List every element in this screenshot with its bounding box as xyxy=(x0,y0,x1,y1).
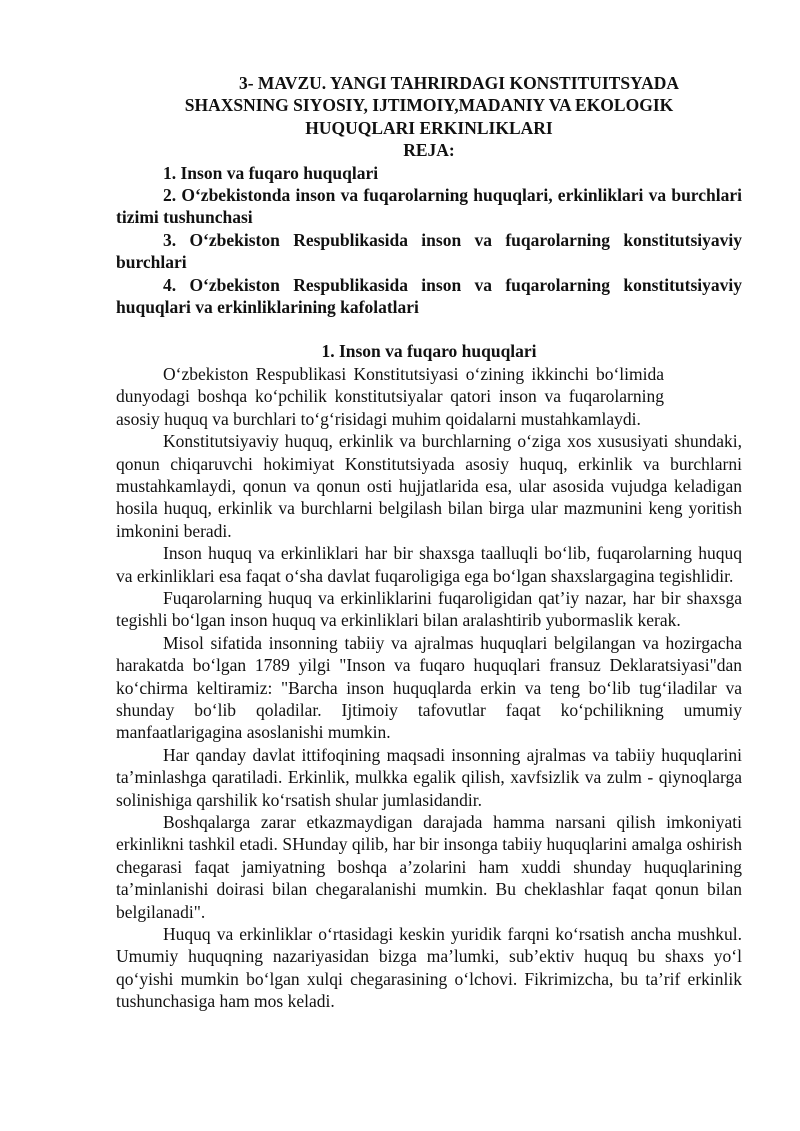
plan-item-3: 3. O‘zbekiston Respublikasida inson va fuqarolarning konstitutsiyaviy burchlari xyxy=(116,229,742,273)
plan-item-1: 1. Inson va fuqaro huquqlari xyxy=(163,162,379,183)
document-title xyxy=(116,72,742,139)
title-line-2: SHAXSNING SIYOSIY, IJTIMOIY,MADANIY VA EKOLOGIK xyxy=(184,95,674,116)
section-title: 1. Inson va fuqaro huquqlari xyxy=(321,341,537,362)
paragraph-2: Konstitutsiyaviy huquq, erkinlik va burchlarning o‘ziga xos xususiyati shundaki, qonun chiqaruvchi hokimiyat Konstitutsiyada asosiy huquq, erkinlik va burchlarni mustahkamlaydi, qonun va qonun osti hujjatlarida esa, ular asosida vujudga keladigan hosila huquq, erkinlik va burchlarni belgilash bilan birga ular mazmunini keng yoritish imkonini beradi. xyxy=(116,431,742,541)
paragraph-5: Misol sifatida insonning tabiiy va ajralmas huquqlari belgilangan va hozirgacha harakatda bo‘lgan 1789 yilgi "Inson va fuqaro huquqlari fransuz Deklaratsiyasi"dan ko‘chirma keltiramiz: "Barcha inson huquqlarda erkin va teng bo‘lib tug‘iladilar va shunday bo‘lib qoladilar. Ijtimoiy tafovutlar faqat ko‘pchilikning umumiy manfaatlarigagina asoslanishi mumkin. xyxy=(116,632,742,743)
paragraph-7: Boshqalarga zarar etkazmaydigan darajada hamma narsani qilish imkoniyati erkinlikni tashkil etadi. SHunday qilib, har bir insonga tabiiy huquqlarini amalga oshirish chegarasi faqat jamiyatning boshqa a’zolarini ham xuddi shunday huquqlarining ta’minlanishi doirasi bilan chegaralanishi mumkin. Bu cheklashlar faqat qonun bilan belgilanadi". xyxy=(116,812,742,922)
plan-item-4: 4. O‘zbekiston Respublikasida inson va fuqarolarning konstitutsiyaviy huquqlari va erkinliklarining kafolatlari xyxy=(116,274,742,318)
title-line-1: 3- MAVZU. YANGI TAHRIRDAGI KONSTITUITSYADA xyxy=(238,73,680,93)
paragraph-3: Inson huquq va erkinliklari har bir shaxsga taalluqli bo‘lib, fuqarolarning huquq va erkinliklari esa faqat o‘sha davlat fuqaroligiga ega bo‘lgan shaxslargagina tegishlidir. xyxy=(116,543,742,586)
paragraph-8: Huquq va erkinliklar o‘rtasidagi keskin yuridik farqni ko‘rsatish ancha mushkul. Umumiy huquqning nazariyasidan bizga ma’lumki, sub’ektiv huquq bu shaxs yo‘l qo‘yishi mumkin bo‘lgan xulqi chegarasining o‘lchovi. Fikrimizcha, bu ta’rif erkinlik tushunchasiga ham mos keladi. xyxy=(116,924,742,1012)
paragraph-6: Har qanday davlat ittifoqining maqsadi insonning ajralmas va tabiiy huquqlarini ta’minlashga qaratiladi. Erkinlik, mulkka egalik qilish, xavfsizlik va zulm - qiynoqlarga solinishiga qarshilik ko‘rsatish shular jumlasidandir. xyxy=(116,744,742,810)
title-line-3: HUQUQLARI ERKINLIKLARI xyxy=(305,117,553,138)
paragraph-4: Fuqarolarning huquq va erkinliklarini fuqaroligidan qat’iy nazar, har bir shaxsga tegishli bo‘lgan inson huquq va erkinliklari bilan aralashtirib yubormaslik kerak. xyxy=(116,587,742,631)
paragraph-1: O‘zbekiston Respublikasi Konstitutsiyasi o‘zining ikkinchi bo‘limida dunyodagi boshqa ko‘pchilik konstitutsiyalar qatori inson va fuqarolarning asosiy huquq va burchlari to‘g‘risidagi muhim qoidalarni mustahkamlaydi. xyxy=(116,363,664,429)
plan-heading: REJA: xyxy=(403,140,455,161)
plan-item-2: 2. O‘zbekistonda inson va fuqarolarning huquqlari, erkinliklari va burchlari tizimi tushunchasi xyxy=(116,185,742,228)
